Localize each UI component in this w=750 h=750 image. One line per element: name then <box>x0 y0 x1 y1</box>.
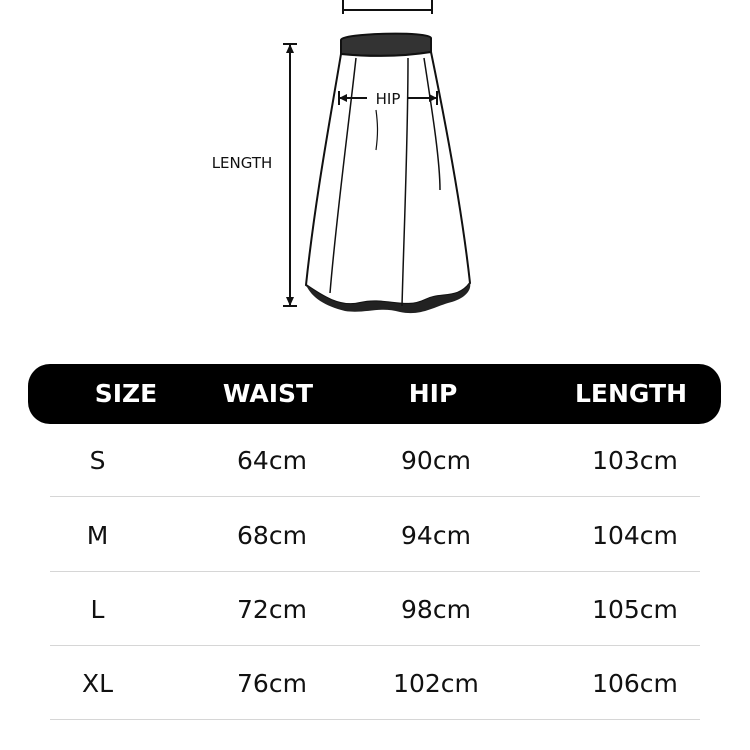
hip-cell: 94cm <box>401 521 471 550</box>
waist-cell: 68cm <box>237 521 307 550</box>
row-divider <box>50 645 700 646</box>
waist-cell: 72cm <box>237 595 307 624</box>
skirt-outline <box>306 34 470 313</box>
row-divider <box>50 571 700 572</box>
length-cell: 104cm <box>592 521 678 550</box>
size-cell: M <box>86 521 109 550</box>
header-hip: HIP <box>408 379 458 408</box>
skirt-diagram <box>0 0 750 340</box>
length-label: LENGTH <box>211 154 273 172</box>
length-cell: 105cm <box>592 595 678 624</box>
table-row <box>50 425 700 497</box>
hip-label: HIP <box>375 90 401 108</box>
row-divider <box>50 719 700 720</box>
header-size: SIZE <box>94 379 158 408</box>
table-header <box>28 364 721 424</box>
length-cell: 103cm <box>592 446 678 475</box>
size-cell: S <box>89 446 106 475</box>
table-row <box>50 648 700 720</box>
hip-cell: 98cm <box>401 595 471 624</box>
header-length: LENGTH <box>575 379 687 408</box>
header-waist: WAIST <box>222 379 314 408</box>
size-cell: XL <box>81 669 114 698</box>
hip-cell: 102cm <box>393 669 479 698</box>
length-cell: 106cm <box>592 669 678 698</box>
length-measure-arrow <box>283 44 297 306</box>
waist-cell: 64cm <box>237 446 307 475</box>
hip-cell: 90cm <box>401 446 471 475</box>
size-cell: L <box>90 595 105 624</box>
waist-cell: 76cm <box>237 669 307 698</box>
table-row <box>50 500 700 572</box>
waist-measure-arrow <box>343 0 432 14</box>
row-divider <box>50 496 700 497</box>
table-row <box>50 574 700 646</box>
